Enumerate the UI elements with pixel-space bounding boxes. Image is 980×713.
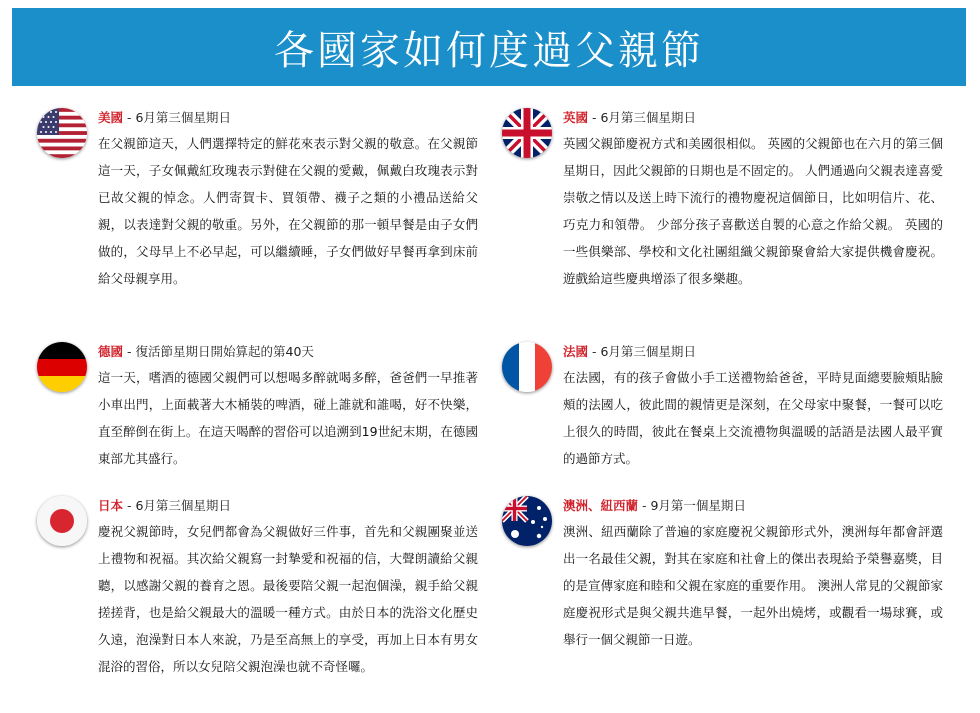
germany-flag-icon [37, 342, 87, 392]
separator: - [123, 110, 136, 125]
holiday-date: 6月第三個星期日 [600, 110, 696, 125]
entry-germany [98, 342, 478, 472]
entry-header [563, 342, 943, 364]
entry-text: 這一天，嗜酒的德國父親們可以想喝多醉就喝多醉，爸爸們一早推著小車出門，上面載著大木桶裝的啤酒，碰上誰就和誰喝，好不快樂，直至醉倒在街上。在這天喝醉的習俗可以追溯到19世紀末期，在德國東部尤其盛行。 [98, 370, 478, 466]
country-name: 美國 [98, 110, 124, 125]
entry-usa [98, 108, 478, 292]
country-name: 德國 [98, 344, 124, 359]
australia-flag-icon [502, 496, 552, 546]
uk-flag-icon [502, 108, 552, 158]
holiday-date: 6月第三個星期日 [135, 498, 231, 513]
separator: - [588, 344, 601, 359]
separator: - [123, 344, 136, 359]
entry-text: 英國父親節慶祝方式和美國很相似。 英國的父親節也在六月的第三個星期日，因此父親節的日期也是不固定的。 人們通過向父親表達喜愛崇敬之情以及送上時下流行的禮物慶祝這個節日，比如明信片、花、巧克力和領帶。 少部分孩子喜歡送自製的心意之作給父親。 英國的一些俱樂部、學校和文化社團組織父親節聚會給大家提供機會慶祝。 遊戲給這些慶典增添了很多樂趣。 [563, 136, 943, 286]
entry-uk [563, 108, 943, 292]
entry-header [563, 496, 943, 518]
holiday-date: 復活節星期日開始算起的第40天 [135, 344, 314, 359]
country-name: 澳洲、紐西蘭 [563, 498, 639, 513]
japan-flag-icon [37, 496, 87, 546]
entry-text: 在父親節這天，人們選擇特定的鮮花來表示對父親的敬意。在父親節這一天，子女佩戴紅玫瑰表示對健在父親的愛戴，佩戴白玫瑰表示對已故父親的悼念。人們寄賀卡、買領帶、襪子之類的小禮品送給父親，以表達對父親的敬重。另外，在父親節的那一頓早餐是由子女們做的，父母早上不必早起，可以繼續睡，子女們做好早餐再拿到床前給父母親享用。 [98, 136, 478, 286]
entry-header [98, 108, 478, 130]
separator: - [638, 498, 651, 513]
holiday-date: 6月第三個星期日 [600, 344, 696, 359]
country-name: 日本 [98, 498, 124, 513]
page-title-banner [12, 8, 966, 86]
entry-japan [98, 496, 478, 680]
entry-australia-nz [563, 496, 943, 653]
holiday-date: 6月第三個星期日 [135, 110, 231, 125]
entry-france [563, 342, 943, 472]
entry-header [98, 496, 478, 518]
entry-text: 慶祝父親節時，女兒們都會為父親做好三件事，首先和父親團聚並送上禮物和祝福。其次給父親寫一封摯愛和祝福的信，大聲朗讀給父親聽，以感謝父親的養育之恩。最後要陪父親一起泡個澡，親手給父親搓搓背，也是給父親最大的溫暖一種方式。由於日本的洗浴文化歷史久遠，泡澡對日本人來說，乃是至高無上的享受，再加上日本有男女混浴的習俗，所以女兒陪父親泡澡也就不奇怪囉。 [98, 524, 478, 674]
usa-flag-icon [37, 108, 87, 158]
separator: - [123, 498, 136, 513]
entry-header [563, 108, 943, 130]
page-title: 各國家如何度過父親節 [274, 27, 704, 74]
holiday-date: 9月第一個星期日 [650, 498, 746, 513]
entry-text: 在法國，有的孩子會做小手工送禮物給爸爸，平時見面總要臉頰貼臉頰的法國人，彼此間的親情更是深刻，在父母家中聚餐，一餐可以吃上很久的時間，彼此在餐桌上交流禮物與溫暖的話語是法國人最平實的過節方式。 [563, 370, 943, 466]
separator: - [588, 110, 601, 125]
entry-text: 澳洲、紐西蘭除了普遍的家庭慶祝父親節形式外，澳洲每年都會評選出一名最佳父親，對其在家庭和社會上的傑出表現給予榮譽嘉獎，目的是宣傳家庭和睦和父親在家庭的重要作用。 澳洲人常見的父親節家庭慶祝形式是與父親共進早餐，一起外出燒烤，或觀看一場球賽，或舉行一個父親節一日遊。 [563, 524, 943, 647]
country-name: 法國 [563, 344, 589, 359]
country-name: 英國 [563, 110, 589, 125]
france-flag-icon [502, 342, 552, 392]
entry-header [98, 342, 478, 364]
